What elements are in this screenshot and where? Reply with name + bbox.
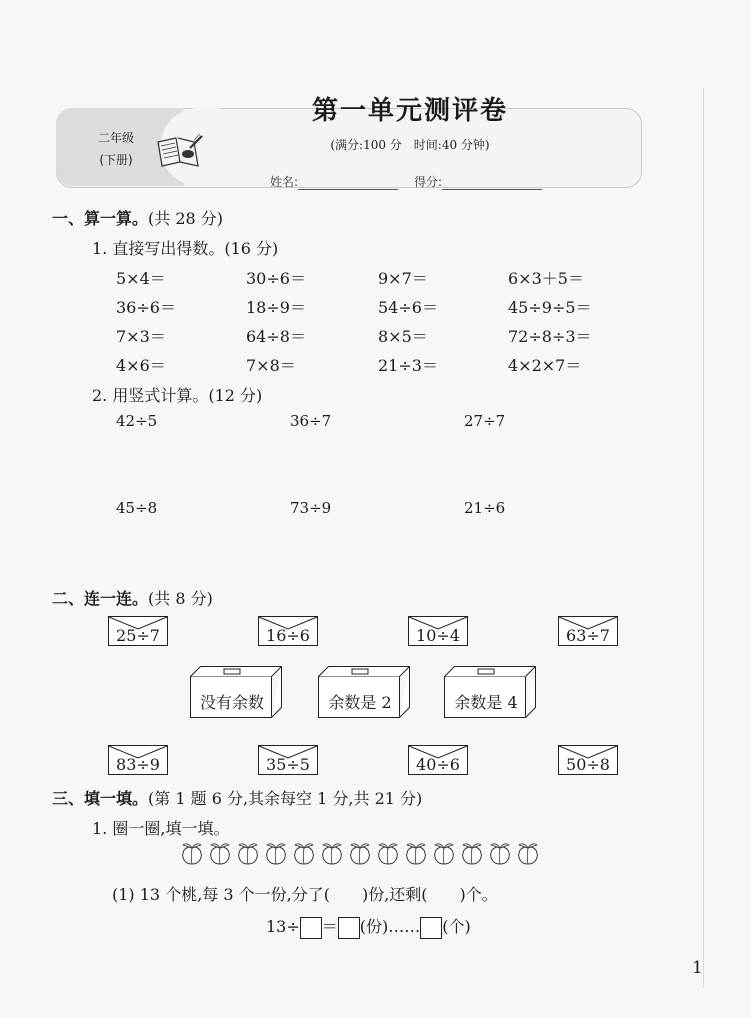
equation-unit-portions: (份)…… (359, 917, 421, 936)
book-pen-icon (154, 132, 208, 172)
envelope-expression: 50÷8 (566, 755, 610, 774)
peach-icon (320, 840, 344, 870)
vertical-calc-item: 36÷7 (290, 412, 332, 430)
answer-box[interactable] (190, 666, 282, 718)
remainder-box[interactable] (420, 917, 442, 939)
envelope-card[interactable] (558, 616, 618, 646)
page-title: 第一单元测评卷 (311, 96, 508, 126)
answer-box[interactable] (444, 666, 536, 718)
envelope-expression: 16÷6 (266, 626, 310, 645)
vertical-calc-item: 73÷9 (290, 499, 332, 517)
vertical-calc-item: 42÷5 (116, 412, 158, 430)
calc-item: 64÷8＝ (246, 327, 306, 346)
envelope-expression: 63÷7 (566, 626, 610, 645)
peach-row (180, 840, 550, 868)
section1-heading (52, 206, 223, 229)
calc-item: 36÷6＝ (116, 298, 176, 317)
envelope-card[interactable] (408, 616, 468, 646)
envelope-card[interactable] (558, 745, 618, 775)
section1-q1-label: 1. 直接写出得数。(16 分) (92, 239, 279, 258)
envelope-expression: 40÷6 (416, 755, 460, 774)
name-blank[interactable] (298, 177, 398, 190)
envelope-expression: 10÷4 (416, 626, 460, 645)
score-field[interactable] (414, 173, 542, 190)
calc-item: 9×7＝ (378, 269, 428, 288)
peach-icon (348, 840, 372, 870)
envelope-card[interactable] (258, 745, 318, 775)
section1-q2-label: 2. 用竖式计算。(12 分) (92, 386, 263, 405)
calc-item: 21÷3＝ (378, 356, 438, 375)
section3-title: 三、填一填。 (52, 789, 149, 808)
envelope-expression: 35÷5 (266, 755, 310, 774)
score-time-info: (满分:100 分 时间:40 分钟) (330, 138, 490, 152)
envelope-expression: 83÷9 (116, 755, 160, 774)
section3-q1-sentence: (1) 13 个桃,每 3 个一份,分了( )份,还剩( )个。 (112, 885, 498, 904)
calc-item: 18÷9＝ (246, 298, 306, 317)
calc-item: 4×6＝ (116, 356, 166, 375)
calc-item: 7×3＝ (116, 327, 166, 346)
peach-icon (460, 840, 484, 870)
section2-points: (共 8 分) (148, 589, 213, 608)
calc-item: 4×2×7＝ (508, 356, 582, 375)
division-equation (266, 914, 471, 939)
calc-item: 54÷6＝ (378, 298, 438, 317)
score-label: 得分: (414, 175, 443, 189)
peach-icon (404, 840, 428, 870)
section3-q1-label: 1. 圈一圈,填一填。 (92, 819, 230, 838)
page-number: 1 (692, 958, 703, 978)
grade-label: 二年级 (97, 131, 134, 145)
peach-icon (264, 840, 288, 870)
calc-item: 5×4＝ (116, 269, 166, 288)
section2-heading (52, 586, 213, 609)
envelope-card[interactable] (408, 745, 468, 775)
score-blank[interactable] (442, 177, 542, 190)
peach-icon (516, 840, 540, 870)
box-label: 余数是 2 (328, 693, 392, 712)
vertical-calc-item: 45÷8 (116, 499, 158, 517)
section2-title: 二、连一连。 (52, 589, 149, 608)
envelope-expression: 25÷7 (116, 626, 160, 645)
answer-box-portions[interactable] (338, 917, 360, 939)
section1-title: 一、算一算。 (52, 209, 149, 228)
peach-icon (376, 840, 400, 870)
volume-label: (下册) (99, 153, 133, 167)
envelope-card[interactable] (258, 616, 318, 646)
vertical-calc-item: 21÷6 (464, 499, 506, 517)
calc-item: 30÷6＝ (246, 269, 306, 288)
envelope-card[interactable] (108, 616, 168, 646)
peach-icon (180, 840, 204, 870)
calc-item: 8×5＝ (378, 327, 428, 346)
envelope-card[interactable] (108, 745, 168, 775)
calc-item: 6×3＋5＝ (508, 269, 584, 288)
peach-icon (208, 840, 232, 870)
section1-points: (共 28 分) (148, 209, 224, 228)
peach-icon (236, 840, 260, 870)
name-field[interactable] (270, 173, 398, 190)
section3-points: (第 1 题 6 分,其余每空 1 分,共 21 分) (148, 789, 423, 808)
calc-item: 72÷8÷3＝ (508, 327, 592, 346)
section3-heading (52, 786, 422, 809)
calc-item: 45÷9÷5＝ (508, 298, 592, 317)
vertical-calc-item: 27÷7 (464, 412, 506, 430)
peach-icon (488, 840, 512, 870)
answer-box[interactable] (318, 666, 410, 718)
equation-start: 13÷ (266, 917, 300, 936)
equation-equals: ＝ (321, 917, 338, 936)
quotient-box[interactable] (300, 917, 322, 939)
equation-unit-items: (个) (442, 917, 471, 936)
name-label: 姓名: (270, 175, 299, 189)
margin-line (703, 88, 704, 988)
calc-item: 7×8＝ (246, 356, 296, 375)
box-label: 余数是 4 (454, 693, 518, 712)
peach-icon (292, 840, 316, 870)
box-label: 没有余数 (199, 693, 264, 712)
peach-icon (432, 840, 456, 870)
